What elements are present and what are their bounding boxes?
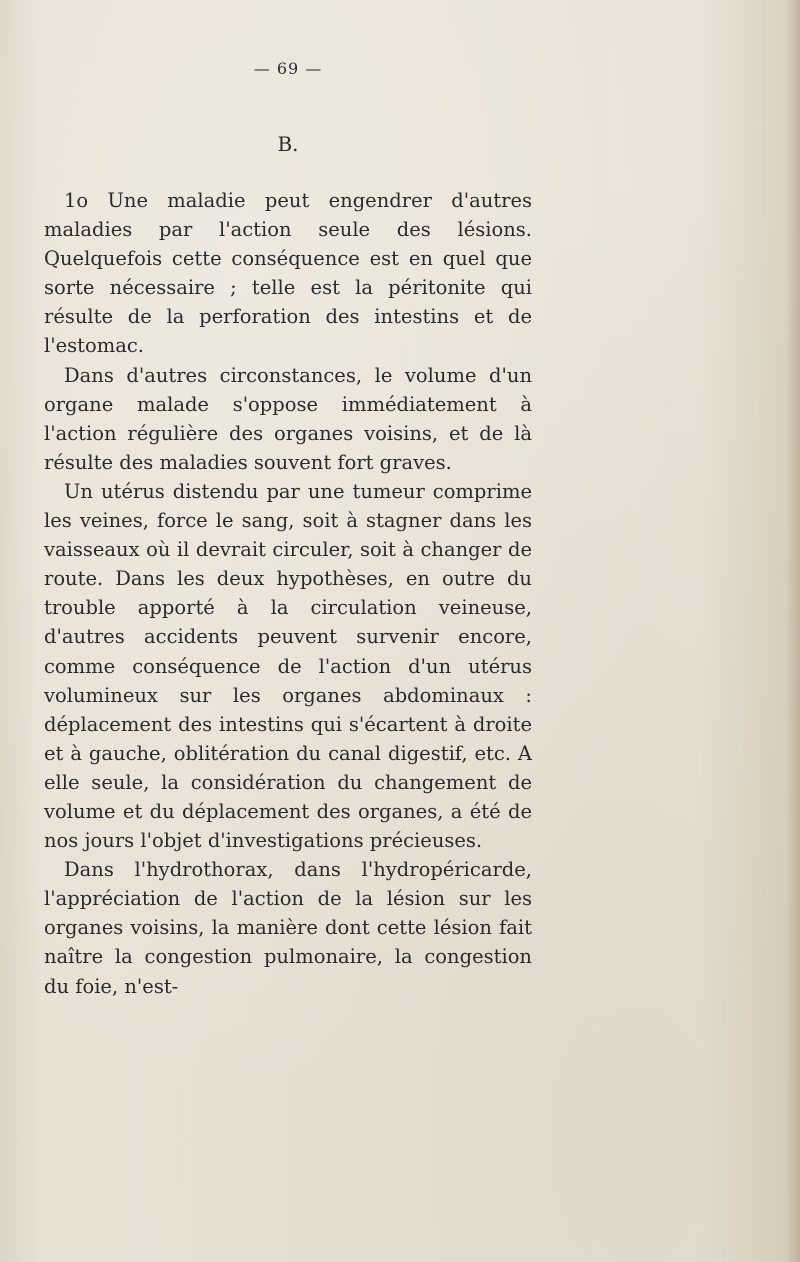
section-heading: B.	[277, 132, 299, 156]
page-edge-shadow	[786, 0, 800, 1262]
paragraph-4: Dans l'hydrothorax, dans l'hydropéricarde, l'appréciation de l'action de la lésion sur les organes voisins, la manière dont cette lésion fait naître la congestion pulmonaire, la congestion du foie, n'est-	[44, 858, 532, 998]
paragraph-1: 1o Une maladie peut engendrer d'autres maladies par l'action seule des lésions. Quelquefois cette conséquence est en quel que sorte nécessaire ; telle est la péritonite qui résulte de la perforation des intestins et de l'estomac.	[44, 189, 532, 358]
page-number: — 69 —	[253, 59, 323, 78]
paragraph-2: Dans d'autres circonstances, le volume d'un organe malade s'oppose immédiatement à l'action régulière des organes voisins, et de là résulte des maladies souvent fort graves.	[44, 363, 532, 474]
page-text-block	[44, 54, 532, 1001]
paragraph-3: Un utérus distendu par une tumeur comprime les veines, force le sang, soit à stagner dans les vaisseaux où il devrait circuler, soit à changer de route. Dans les deux hypothèses, en outre du trouble apporté à la circulation veineuse, d'autres accidents peuvent survenir encore, comme conséquence de l'action d'un utérus volumineux sur les organes abdominaux : déplacement des intestins qui s'écartent à droite et à gauche, oblitération du canal digestif, etc. A elle seule, la considération du changement de volume et du déplacement des organes, a été de nos jours l'objet d'investigations précieuses.	[44, 479, 532, 853]
